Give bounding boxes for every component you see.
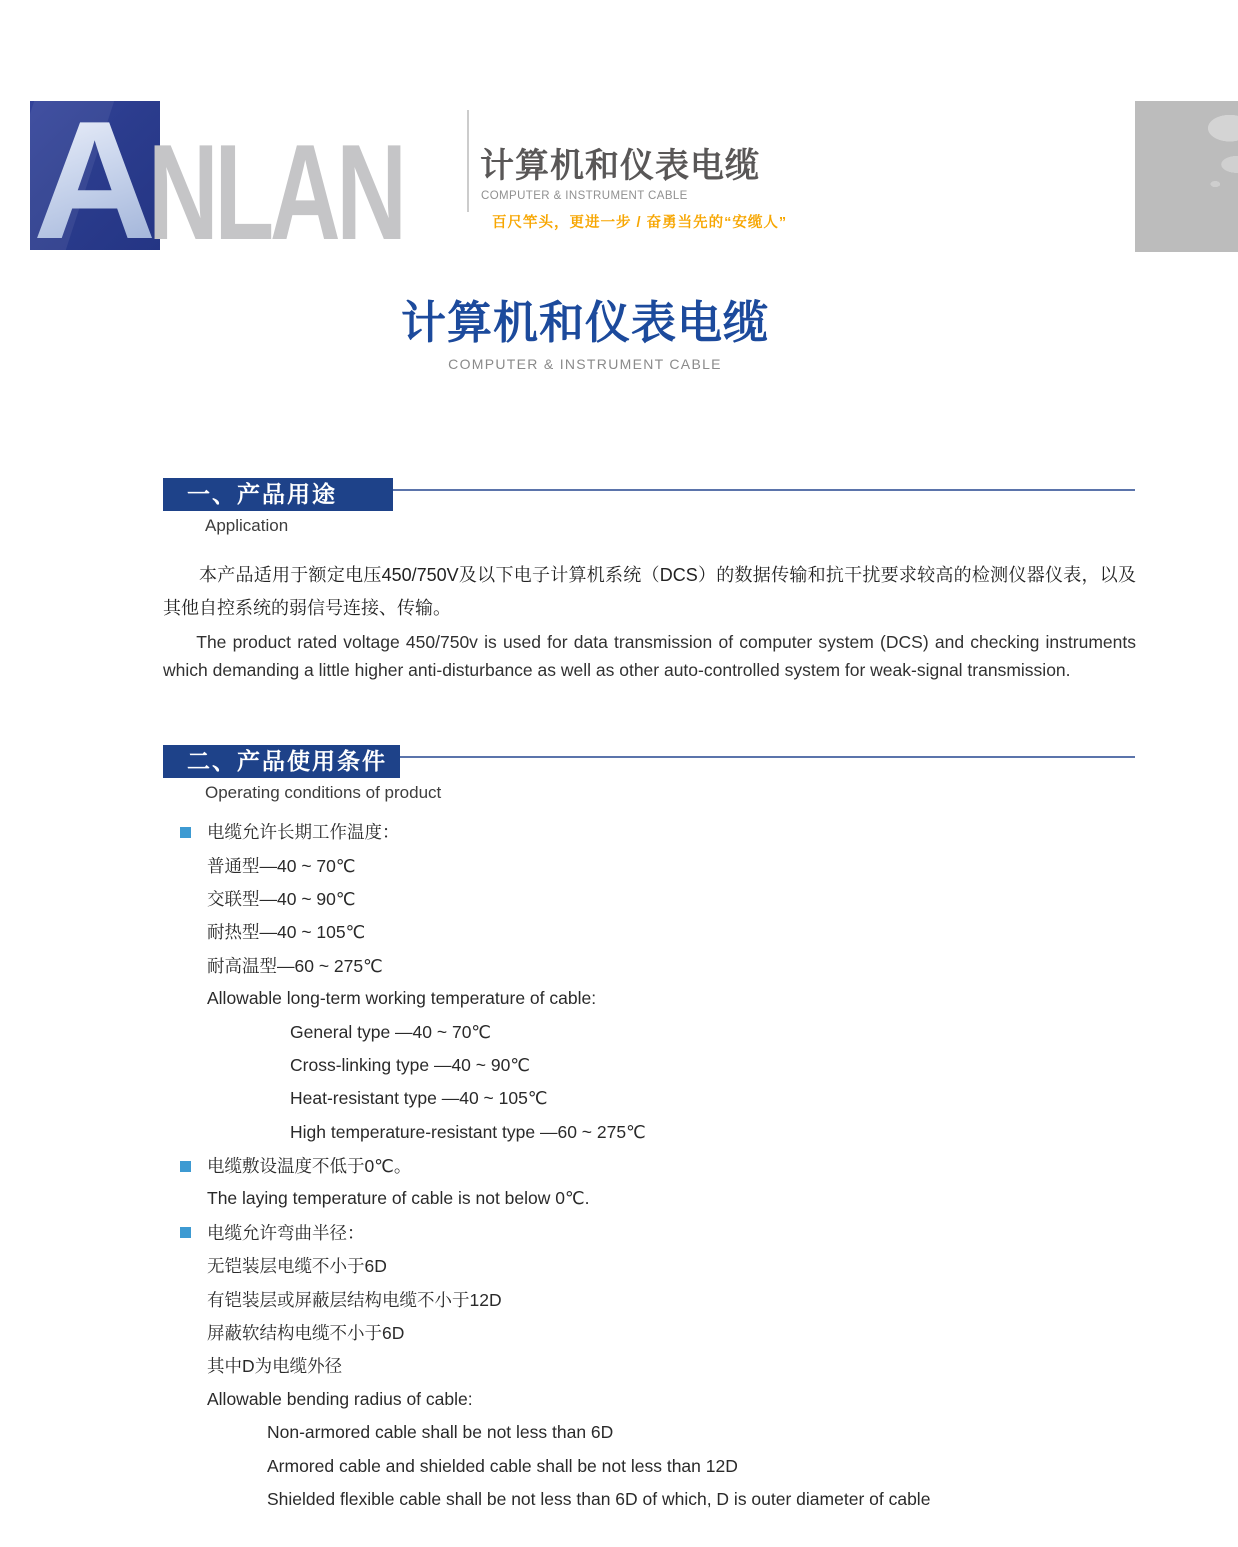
condition-text: 电缆允许长期工作温度： <box>207 822 400 843</box>
conditions-list <box>163 815 1148 1516</box>
condition-text: 有铠装层或屏蔽层结构电缆不小于12D <box>207 1289 502 1310</box>
condition-line <box>163 1282 1148 1315</box>
condition-text: 耐热型—40 ~ 105℃ <box>207 922 366 943</box>
section1-paragraph-cn: 本产品适用于额定电压450/750V及以下电子计算机系统（DCS）的数据传输和抗干扰要求较高的检测仪器仪表，以及其他自控系统的弱信号连接、传输。 <box>163 565 1136 618</box>
section2-heading-en: Operating conditions of product <box>205 783 442 802</box>
condition-text: Shielded flexible cable shall be not less than 6D of which, D is outer diameter of cable <box>267 1489 931 1509</box>
bullet-square-icon <box>180 1227 191 1238</box>
condition-line <box>163 1182 1148 1215</box>
condition-text: High temperature-resistant type —60 ~ 275℃ <box>290 1121 646 1142</box>
logo-letter-a-icon: A <box>33 101 157 250</box>
doc-title-block <box>401 297 769 372</box>
condition-line <box>163 1416 1148 1449</box>
condition-line <box>163 1349 1148 1382</box>
page-subtitle: COMPUTER & INSTRUMENT CABLE <box>448 356 722 372</box>
condition-text: Allowable bending radius of cable: <box>207 1388 473 1409</box>
header-divider <box>467 110 469 212</box>
bullet-square-icon <box>180 827 191 838</box>
bullet-square-icon <box>180 1161 191 1172</box>
header-title-cn: 计算机和仪表电缆 <box>480 147 760 185</box>
condition-text: 耐高温型—60 ~ 275℃ <box>207 955 383 976</box>
anlan-logo <box>30 101 160 250</box>
condition-line <box>163 915 1148 948</box>
condition-text: 交联型—40 ~ 90℃ <box>207 888 356 909</box>
condition-text: 屏蔽软结构电缆不小于6D <box>207 1323 405 1344</box>
condition-line <box>163 1449 1148 1482</box>
condition-line <box>163 1316 1148 1349</box>
condition-text: 电缆允许弯曲半径： <box>207 1222 365 1243</box>
header-title-en: COMPUTER & INSTRUMENT CABLE <box>481 190 688 202</box>
condition-text: 无铠装层电缆不小于6D <box>207 1256 387 1277</box>
condition-text: 电缆敷设温度不低于0℃。 <box>207 1156 412 1177</box>
condition-text: Allowable long-term working temperature of cable: <box>207 988 597 1009</box>
condition-line <box>163 815 1148 848</box>
condition-text: The laying temperature of cable is not below 0℃. <box>207 1188 590 1209</box>
header-tagline: 百尺竿头，更进一步 / 奋勇当先的“安缆人” <box>492 215 788 231</box>
condition-line <box>163 1116 1148 1149</box>
condition-line <box>163 949 1148 982</box>
condition-line <box>163 1216 1148 1249</box>
condition-text: Armored cable and shielded cable shall be not less than 12D <box>267 1455 738 1476</box>
condition-line <box>163 1082 1148 1115</box>
condition-line <box>163 1049 1148 1082</box>
condition-line <box>163 982 1148 1015</box>
section2-rule-line <box>400 756 1135 758</box>
section2-heading: 二、产品使用条件 <box>163 745 400 778</box>
section1-heading-en: Application <box>205 516 289 535</box>
condition-line <box>163 1249 1148 1282</box>
condition-text: 普通型—40 ~ 70℃ <box>207 855 356 876</box>
section1-paragraph-en: The product rated voltage 450/750v is used for data transmission of computer system (DCS) and checking instruments which demanding a little higher anti-disturbance as well as other auto-controlled system for weak-signal transmission. <box>163 632 1136 680</box>
condition-line <box>163 848 1148 881</box>
condition-text: General type —40 ~ 70℃ <box>290 1021 492 1042</box>
condition-line <box>163 1015 1148 1048</box>
section1-heading: 一、产品用途 <box>163 478 393 511</box>
condition-line <box>163 1383 1148 1416</box>
condition-text: Heat-resistant type —40 ~ 105℃ <box>290 1088 548 1109</box>
section1-rule-line <box>393 489 1135 491</box>
condition-line <box>163 882 1148 915</box>
condition-line <box>163 1149 1148 1182</box>
page-title: 计算机和仪表电缆 <box>400 297 770 348</box>
header-photo-image <box>1135 101 1238 252</box>
condition-text: 其中D为电缆外径 <box>207 1356 343 1377</box>
logo-wordmark: NLAN <box>148 116 403 268</box>
condition-line <box>163 1483 1148 1516</box>
condition-text: Cross-linking type —40 ~ 90℃ <box>290 1054 530 1075</box>
condition-text: Non-armored cable shall be not less than 6D <box>267 1422 614 1443</box>
